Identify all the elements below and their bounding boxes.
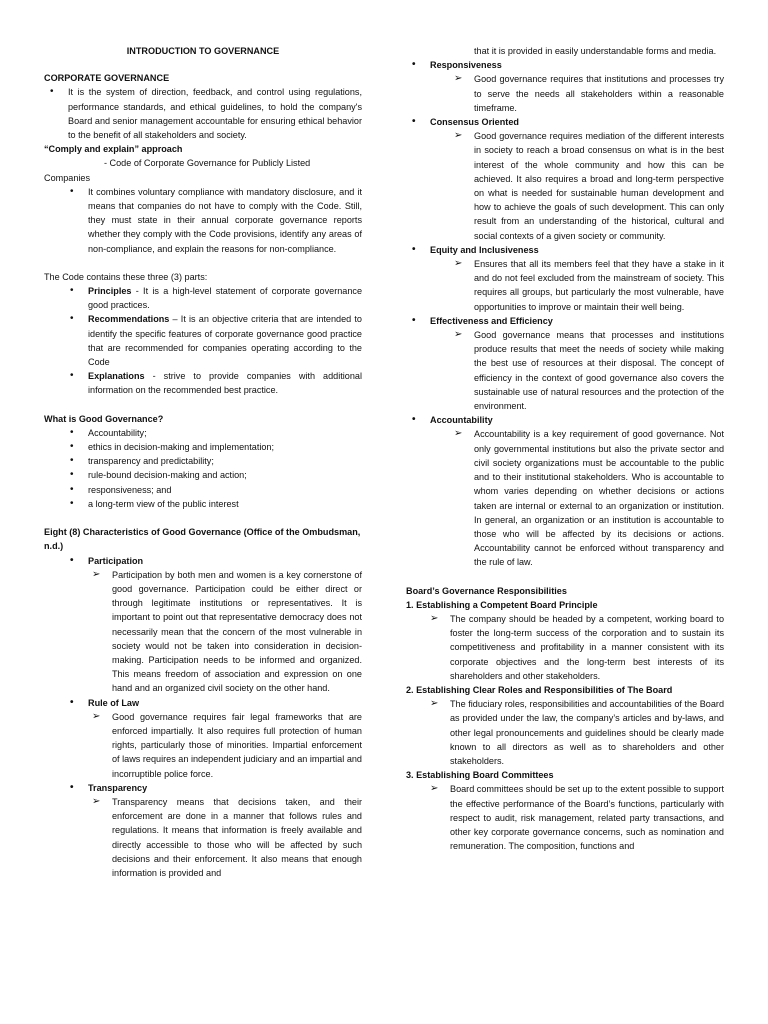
accountability-label: • Accountability: [406, 413, 724, 427]
part-term: Recommendations: [88, 314, 170, 325]
board-responsibilities-heading: Board’s Governance Responsibilities: [406, 585, 567, 596]
part-term: Principles: [88, 286, 132, 297]
comply-list: [44, 185, 362, 256]
board-item-3-text: ➢ Board committees should be set up to the extent possible to support the effective performance of the Board’s functions, particularly with respect to audit, risk management, related party transactions, and other key corporate governance concerns, such as nomination and remuneration. The composition, functions and: [428, 782, 724, 853]
document-title: INTRODUCTION TO GOVERNANCE: [126, 46, 280, 56]
board-item-1-text: ➢ The company should be headed by a competent, working board to foster the long-term success of the corporation and to sustain its competitiveness and profitability in a manner consistent with its corporate objectives and the long-term best interests of its shareholders and other stakeholders.: [428, 612, 724, 683]
list-item: [44, 312, 362, 369]
effectiveness-text: ➢ Good governance means that processes and institutions produce results that meet the needs of society while making the best use of resources at their disposal. The concept of efficiency in the context of good governance also covers the sustainable use of natural resources and the protection of the environment.: [452, 328, 724, 413]
good-governance-list: [44, 426, 362, 511]
board-item-3-heading: 3. Establishing Board Committees: [406, 770, 554, 781]
code-parts-list: [44, 284, 362, 398]
rule-of-law-text: ➢ Good governance requires fair legal frameworks that are enforced impartially. It also requires full protection of human rights, particularly those of minorities. Impartial enforcement of laws requires an independent judiciary and an impartial and incorruptible police force.: [90, 710, 362, 781]
right-column: [406, 44, 724, 853]
list-item: [44, 369, 362, 397]
board-item-2-text: ➢ The fiduciary roles, responsibilities and accountabilities of the Board as provided under the law, the company’s articles and by-laws, and other legal pronouncements and guidelines should be clearly made known to all directors as well as to shareholders and other stakeholders.: [428, 697, 724, 768]
comply-explain-heading: “Comply and explain” approach: [44, 144, 183, 155]
effectiveness-label: • Effectiveness and Efficiency: [406, 314, 724, 328]
board-item-2-heading: 2. Establishing Clear Roles and Responsibilities of The Board: [406, 684, 673, 695]
list-item: • transparency and predictability;: [44, 454, 362, 468]
transparency-text: ➢ Transparency means that decisions taken, and their enforcement are done in a manner that follows rules and regulations. It means that information is freely available and directly accessible to those who will be affected by such decisions and their enforcement. It also means that enough information is provided and: [90, 795, 362, 880]
transparency-continued: that it is provided in easily understandable forms and media.: [474, 46, 717, 56]
code-line: - Code of Corporate Governance for Publicly Listed: [104, 158, 311, 169]
eight-characteristics-heading: Eight (8) Characteristics of Good Governance (Office of the Ombudsman, n.d.): [44, 527, 361, 552]
code-parts-intro: The Code contains these three (3) parts:: [44, 271, 208, 282]
participation-label: • Participation: [44, 554, 362, 568]
list-item: [44, 284, 362, 312]
transparency-label: • Transparency: [44, 781, 362, 795]
part-text: - strive to provide companies with additional information on the recommended best practice.: [88, 371, 362, 396]
responsiveness-label: • Responsiveness: [406, 58, 724, 72]
list-item: • rule-bound decision-making and action;: [44, 468, 362, 482]
part-text: – It is an objective criteria that are intended to identify the specific features of corporate governance good practice that are recommended for companies operating according to the Code: [88, 314, 362, 368]
participation-text: ➢ Participation by both men and women is a key cornerstone of good governance. Participation could be either direct or through legitimate institutions or representatives. It is important to point out that representative democracy does not necessarily mean that the concern of the most vulnerable in society would not be taken into consideration in decision-making. Participation needs to be informed and organized. This means freedom of association and expression on one hand and an organized civil society on the other hand.: [90, 568, 362, 696]
corporate-governance-list: [44, 85, 362, 142]
good-governance-heading: What is Good Governance?: [44, 413, 164, 424]
characteristics-list: [44, 554, 362, 568]
corporate-governance-heading: CORPORATE GOVERNANCE: [44, 73, 170, 84]
part-text: - It is a high-level statement of corporate governance good practices.: [88, 286, 362, 311]
equity-text: ➢ Ensures that all its members feel that they have a stake in it and do not feel excluded from the mainstream of society. This requires all groups, but particularly the most vulnerable, have opportunities to improve or maintain their well being.: [452, 257, 724, 314]
consensus-text: ➢ Good governance requires mediation of the different interests in society to reach a broad consensus on what is in the best interest of the whole community and how this can be achieved. It also requires a broad and long-term perspective on what is needed for sustainable human development and how to achieve the goals of such development. This can only result from an understanding of the historical, cultural and social contexts of a given society or community.: [452, 129, 724, 243]
rule-of-law-label: • Rule of Law: [44, 696, 362, 710]
accountability-text: ➢ Accountability is a key requirement of good governance. Not only governmental institutions but also the private sector and civil society organizations must be accountable to the public and to their institutional stakeholders. Who is accountable to whom varies depending on whether decisions or actions taken are internal or external to an organization or institution. In general, an organization or an institution is accountable to those who will be affected by its decisions or actions. Accountability cannot be enforced without transparency and the rule of law.: [452, 427, 724, 569]
list-item: • It combines voluntary compliance with mandatory disclosure, and it means that companies do not have to comply with the Code. Still, they must state in their annual corporate governance reports whether they comply with the Code provisions, identify any areas of non-compliance, and explain the reasons for non-compliance.: [44, 185, 362, 256]
companies-line: Companies: [44, 172, 90, 183]
list-item: • a long-term view of the public interest: [44, 497, 362, 511]
equity-label: • Equity and Inclusiveness: [406, 243, 724, 257]
list-item: • responsiveness; and: [44, 483, 362, 497]
list-item: • ethics in decision-making and implementation;: [44, 440, 362, 454]
left-column: [44, 44, 362, 880]
consensus-label: • Consensus Oriented: [406, 115, 724, 129]
responsiveness-text: ➢ Good governance requires that institutions and processes try to serve the needs all stakeholders within a reasonable timeframe.: [452, 72, 724, 115]
list-item: • It is the system of direction, feedback, and control using regulations, performance standards, and ethical guidelines, to hold the company's Board and senior management accountable for ensuring ethical behavior to the benefit of all stakeholders and society.: [44, 85, 362, 142]
part-term: Explanations: [88, 371, 145, 382]
list-item: • Accountability;: [44, 426, 362, 440]
board-item-1-heading: 1. Establishing a Competent Board Principle: [406, 599, 598, 610]
